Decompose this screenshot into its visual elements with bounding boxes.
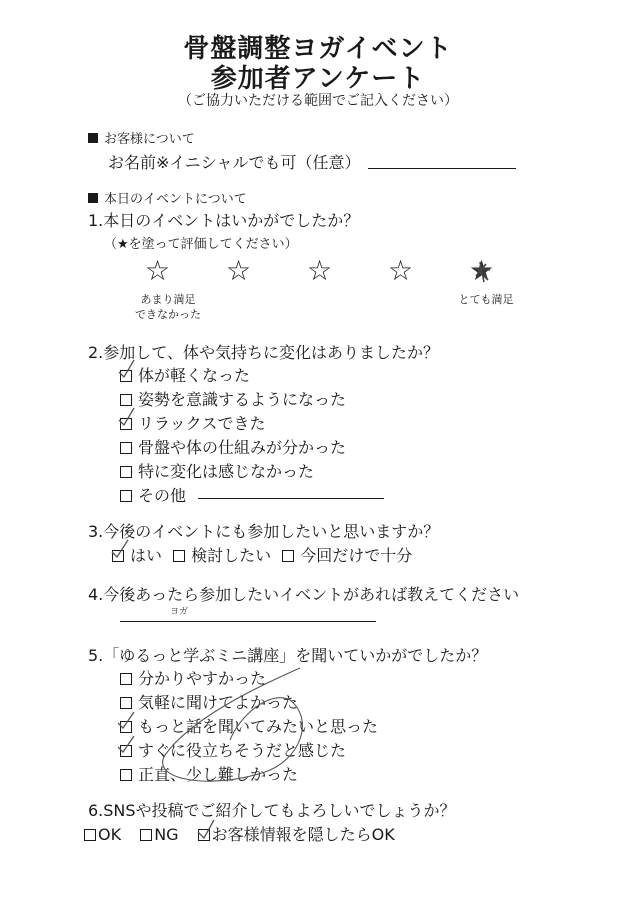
checkbox[interactable] [84, 829, 96, 841]
square-bullet-icon [88, 133, 98, 143]
name-label: お名前※イニシャルでも可（任意） [108, 153, 361, 172]
rating-low-label: あまり満足 できなかった [135, 293, 201, 321]
q6-options [84, 822, 395, 845]
checkbox[interactable] [112, 550, 124, 562]
customer-heading: お客様について [88, 128, 195, 147]
checkbox[interactable] [120, 466, 132, 478]
survey-title-line2: 参加者アンケート [210, 64, 426, 94]
q2-option-2[interactable]: 姿勢を意識するようになった [120, 387, 346, 410]
q3-option-1[interactable]: はい [130, 546, 163, 565]
q4-handwritten-answer: ヨガ [170, 607, 189, 617]
checkbox[interactable] [120, 745, 132, 757]
q1-hint: （★を塗って評価してください） [104, 237, 298, 252]
q5-option-4[interactable]: すぐに役立ちそうだと感じた [120, 738, 346, 761]
q3-text: 3.今後のイベントにも参加したいと思いますか？ [88, 522, 440, 541]
survey-subtitle: （ご協力いただける範囲でご記入ください） [178, 93, 458, 109]
name-field-line[interactable] [368, 168, 516, 169]
q2-option-1[interactable]: 体が軽くなった [120, 363, 250, 386]
survey-title: 骨盤調整ヨガイベント [183, 34, 453, 64]
q6-option-1[interactable]: OK [98, 825, 122, 844]
q4-text: 4.今後あったら参加したいイベントがあれば教えてください [88, 585, 520, 604]
checkbox[interactable] [120, 697, 132, 709]
checkbox[interactable] [282, 550, 294, 562]
checkbox[interactable] [120, 418, 132, 430]
rating-star-1-icon[interactable]: ☆ [145, 254, 171, 287]
checkbox[interactable] [120, 721, 132, 733]
other-field-line[interactable] [198, 498, 384, 499]
checkbox[interactable] [120, 370, 132, 382]
checkbox[interactable] [120, 769, 132, 781]
q5-option-2[interactable]: 気軽に聞けてよかった [120, 690, 298, 713]
q3-option-3[interactable]: 今回だけで十分 [300, 546, 413, 565]
square-bullet-icon [88, 193, 98, 203]
q2-option-5[interactable]: 特に変化は感じなかった [120, 459, 314, 482]
q5-text: 5.「ゆるっと学ぶミニ講座」を聞いていかがでしたか？ [88, 646, 488, 665]
checkbox[interactable] [198, 829, 210, 841]
checkbox[interactable] [120, 442, 132, 454]
q2-option-3[interactable]: リラックスできた [120, 411, 266, 434]
q5-option-5[interactable]: 正直、少し難しかった [120, 762, 298, 785]
q6-option-3[interactable]: お客様情報を隠したらOK [211, 825, 395, 844]
q2-option-4[interactable]: 骨盤や体の仕組みが分かった [120, 435, 346, 458]
q4-answer-line[interactable] [120, 621, 376, 622]
checkbox[interactable] [120, 673, 132, 685]
q2-option-6[interactable]: その他 [120, 483, 186, 506]
q6-option-2[interactable]: NG [154, 825, 179, 844]
checkbox[interactable] [173, 550, 185, 562]
rating-star-5-icon[interactable]: ★ [469, 254, 495, 287]
q2-text: 2.参加して、体や気持ちに変化はありましたか？ [88, 343, 439, 362]
checkbox[interactable] [140, 829, 152, 841]
q5-option-3[interactable]: もっと話を聞いてみたいと思った [120, 714, 378, 737]
event-heading: 本日のイベントについて [88, 188, 247, 207]
rating-star-2-icon[interactable]: ☆ [226, 254, 252, 287]
checkbox[interactable] [120, 490, 132, 502]
q6-text: 6.SNSや投稿でご紹介してもよろしいでしょうか？ [88, 801, 456, 820]
checkbox[interactable] [120, 394, 132, 406]
rating-star-3-icon[interactable]: ☆ [307, 254, 333, 287]
q5-option-1[interactable]: 分かりやすかった [120, 666, 266, 689]
q1-text: 1.本日のイベントはいかがでしたか？ [88, 211, 360, 230]
rating-star-4-icon[interactable]: ☆ [388, 254, 414, 287]
q3-option-2[interactable]: 検討したい [191, 546, 272, 565]
rating-high-label: とても満足 [458, 293, 514, 306]
q3-options [112, 543, 412, 566]
